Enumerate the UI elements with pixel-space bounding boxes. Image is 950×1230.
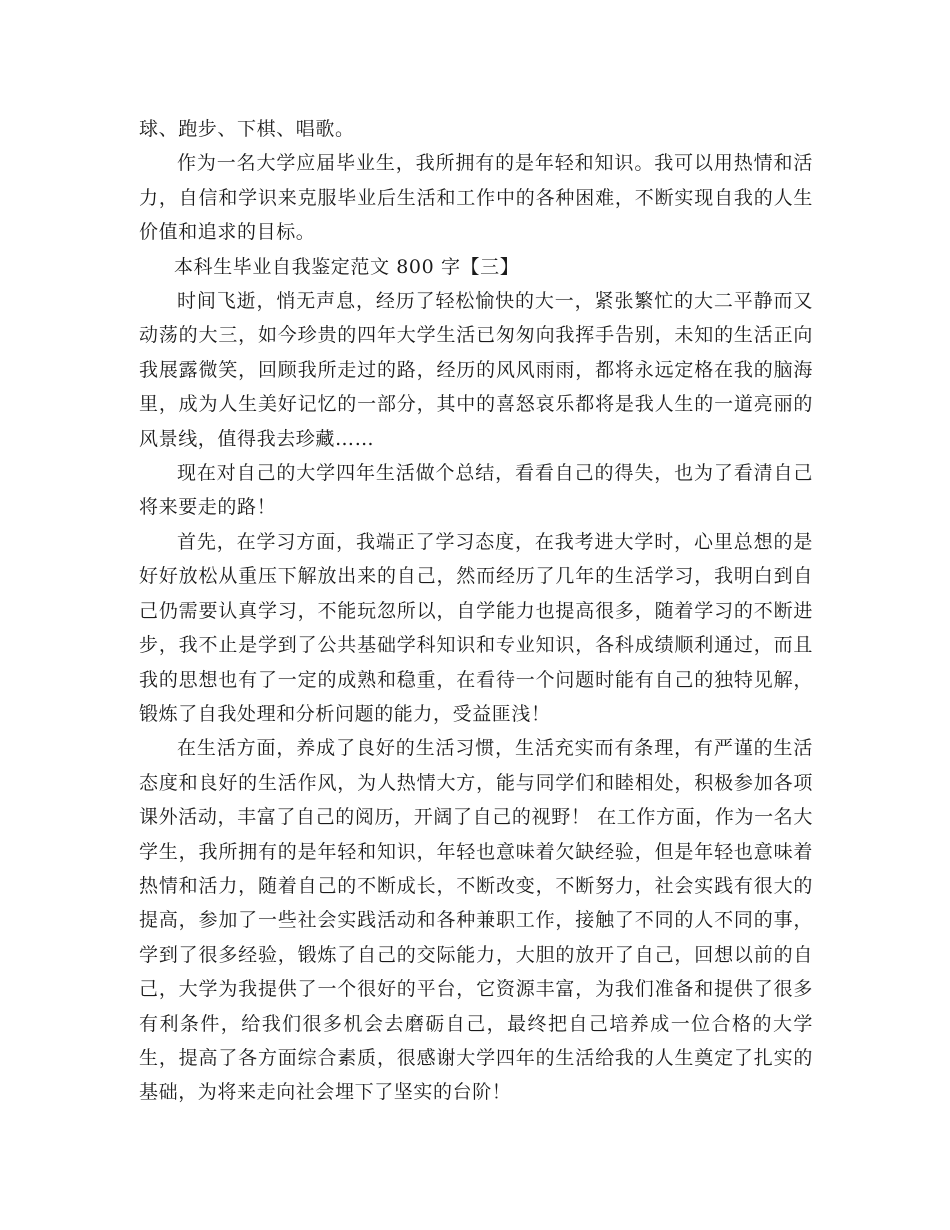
paragraph-life-work: 在生活方面，养成了良好的生活习惯，生活充实而有条理，有严谨的生活态度和良好的生活作风，为人热情大方，能与同学们和睦相处，积极参加各项课外活动，丰富了自己的阅历，开阔了自己的视野！ 在工作方面，作为一名大学生，我所拥有的是年轻和知识，年轻也意味着欠缺经验，但是年轻也意味着热情和活力，随着自己的不断成长，不断改变，不断努力，社会实践有很大的提高，参加了一些社会实践活动和各种兼职工作，接触了不同的人不同的事，学到了很多经验，锻炼了自己的交际能力，大胆的放开了自己，回想以前的自己，大学为我提供了一个很好的平台，它资源丰富，为我们准备和提供了很多有利条件，给我们很多机会去磨砺自己，最终把自己培养成一位合格的大学生，提高了各方面综合素质，很感谢大学四年的生活给我的人生奠定了扎实的基础，为将来走向社会埋下了坚实的台阶！ [139, 737, 813, 1104]
document-body [139, 112, 813, 1110]
paragraph-graduate-intro: 作为一名大学应届毕业生，我所拥有的是年轻和知识。我可以用热情和活力，自信和学识来克服毕业后生活和工作中的各种困难，不断实现自我的人生价值和追求的目标。 [139, 152, 813, 244]
paragraph-continuation: 球、跑步、下棋、唱歌。 [139, 118, 355, 140]
section-heading: 本科生毕业自我鉴定范文 800 字【三】 [174, 255, 520, 278]
paragraph-study: 首先，在学习方面，我端正了学习态度，在我考进大学时，心里总想的是好好放松从重压下解放出来的自己，然而经历了几年的生活学习，我明白到自己仍需要认真学习，不能玩忽所以，自学能力也提高很多，随着学习的不断进步，我不止是学到了公共基础学科知识和专业知识，各科成绩顺利通过，而且我的思想也有了一定的成熟和稳重，在看待一个问题时能有自己的独特见解，锻炼了自我处理和分析问题的能力，受益匪浅！ [139, 530, 813, 725]
paragraph-time-flies: 时间飞逝，悄无声息，经历了轻松愉快的大一，紧张繁忙的大二平静而又动荡的大三，如今珍贵的四年大学生活已匆匆向我挥手告别，未知的生活正向我展露微笑，回顾我所走过的路，经历的风风雨雨，都将永远定格在我的脑海里，成为人生美好记忆的一部分，其中的喜怒哀乐都将是我人生的一道亮丽的风景线，值得我去珍藏…… [139, 290, 813, 450]
paragraph-summary: 现在对自己的大学四年生活做个总结，看看自己的得失，也为了看清自己将来要走的路！ [139, 462, 813, 519]
